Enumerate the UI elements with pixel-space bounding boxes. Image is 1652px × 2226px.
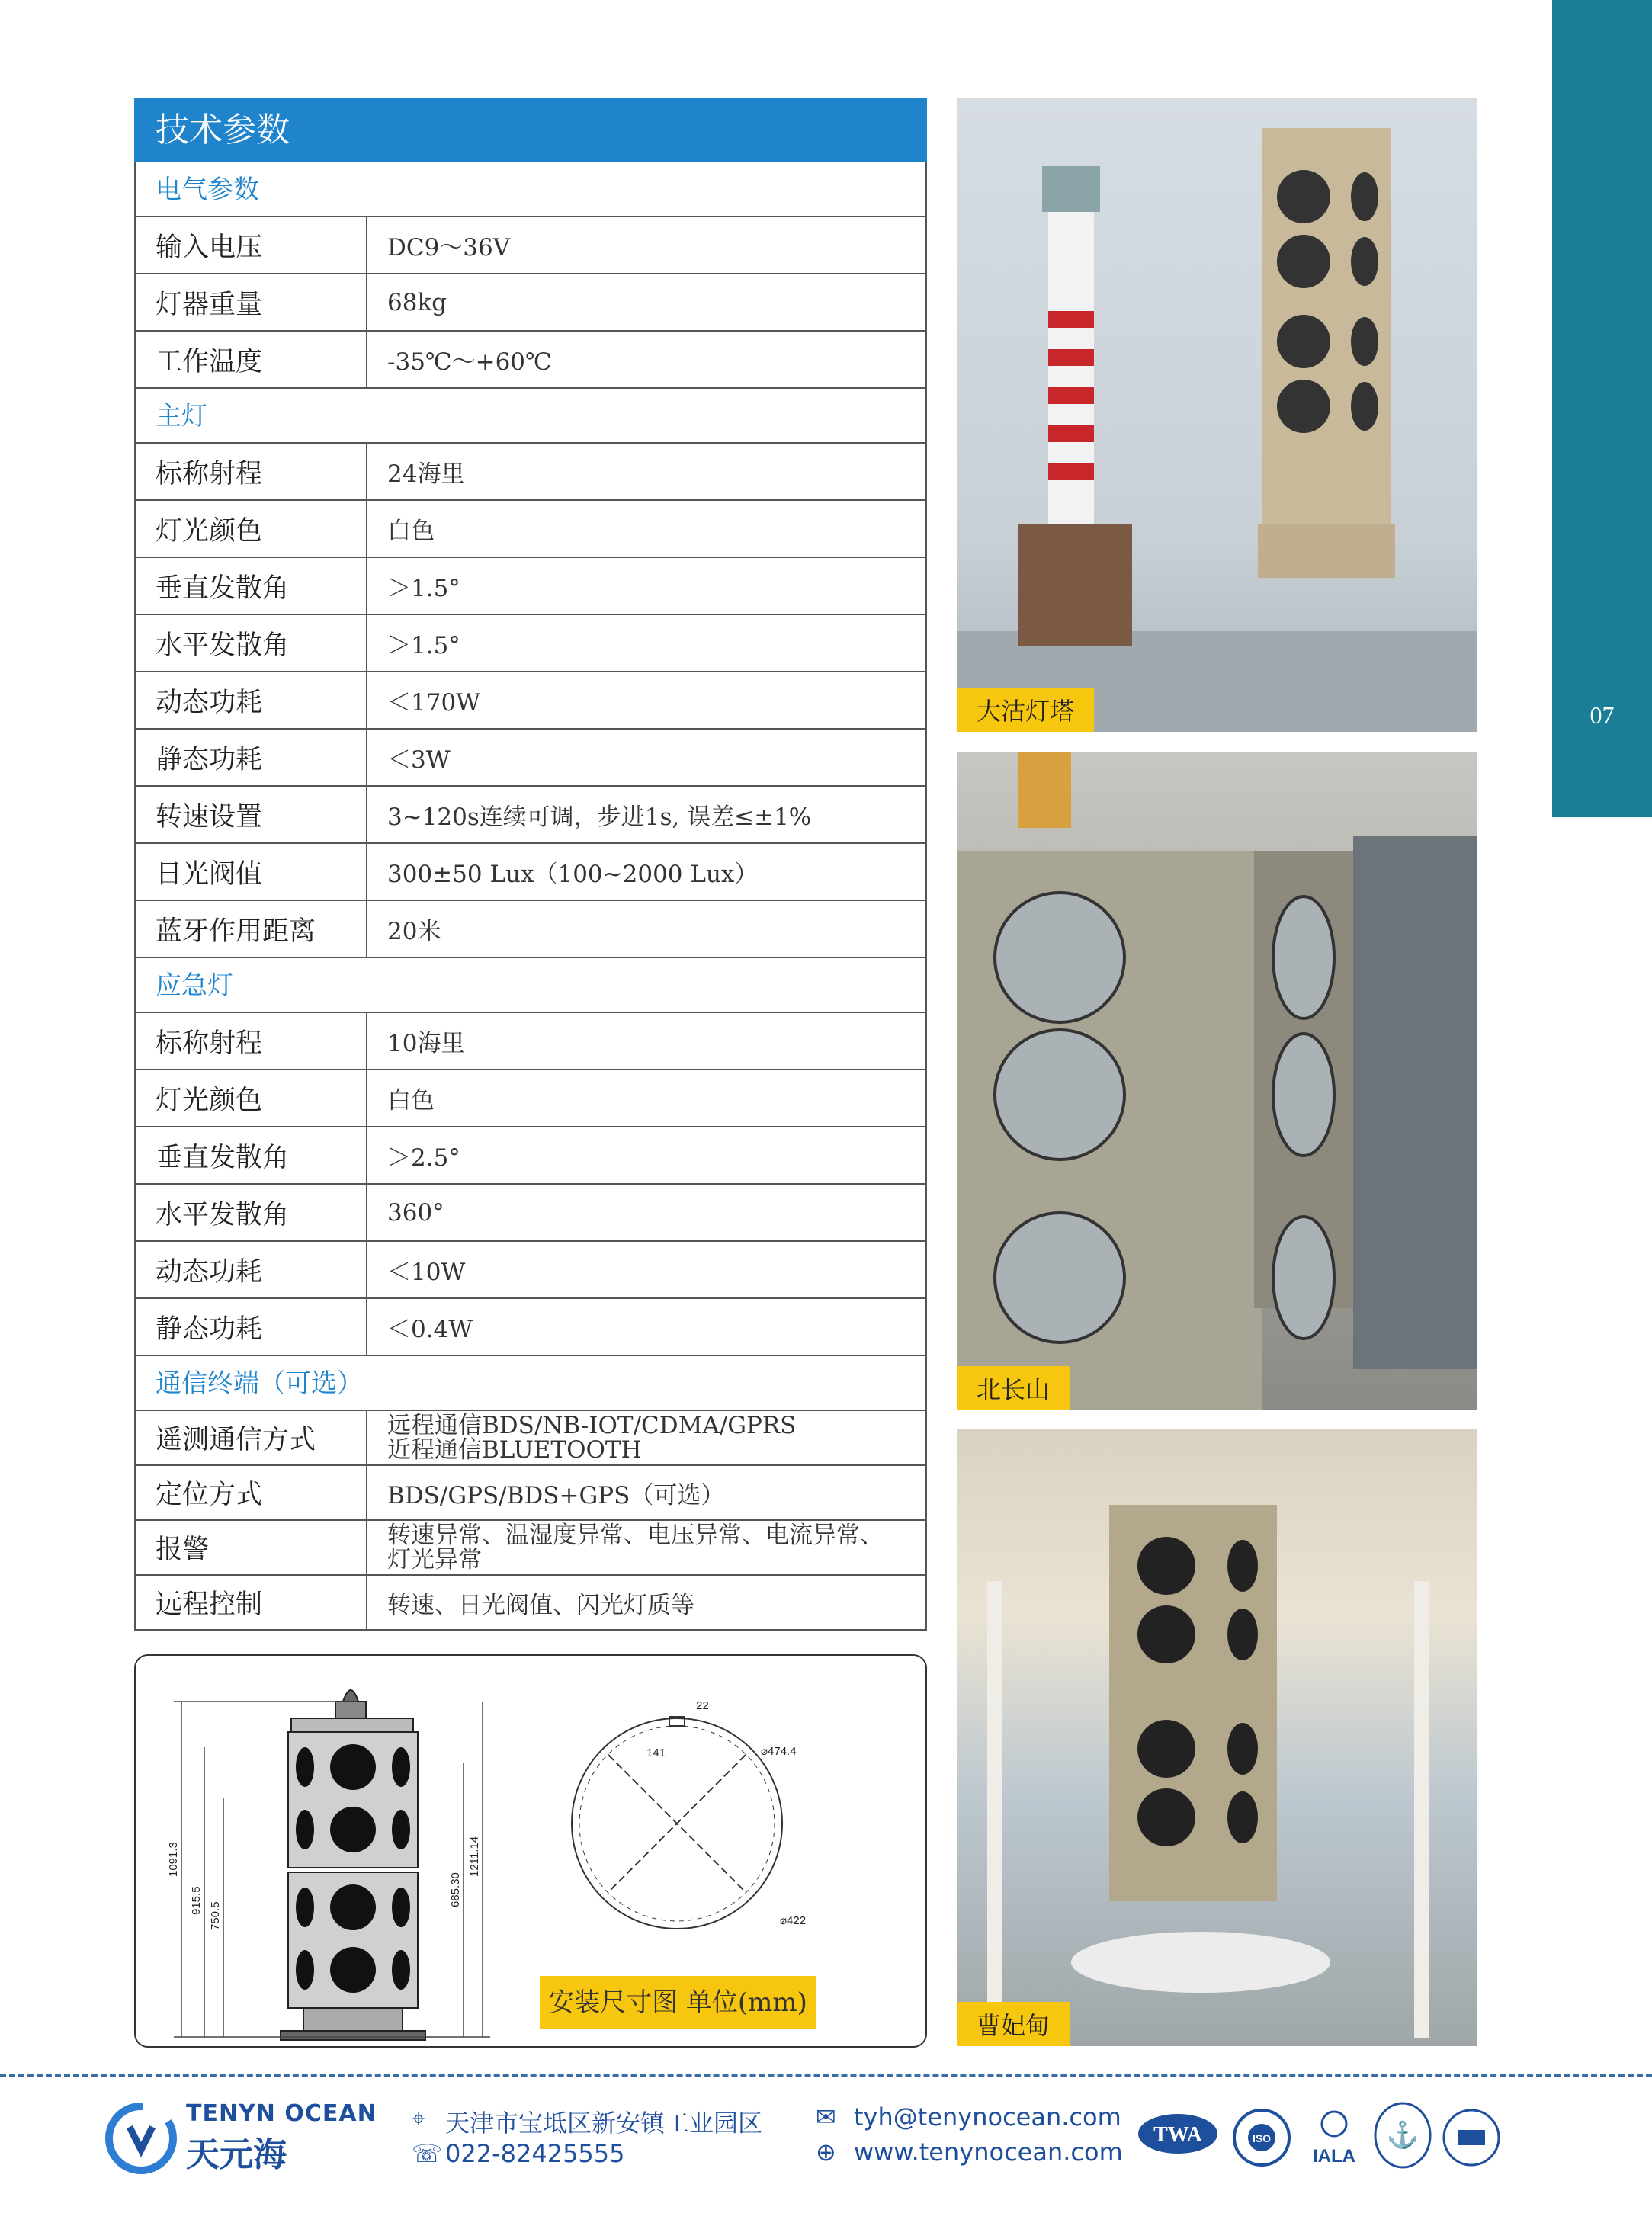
- location-icon: ⌖: [412, 2104, 426, 2133]
- dim-label: 1091.3: [167, 1842, 180, 1877]
- page-number: 07: [1589, 701, 1615, 729]
- table-row: [136, 901, 925, 958]
- dim-label: 750.5: [209, 1901, 222, 1930]
- dimension-caption: 安装尺寸图 单位(mm): [540, 1976, 816, 2029]
- association-seal-icon: [1441, 2107, 1502, 2168]
- dim-label: 685.30: [449, 1872, 462, 1907]
- table-row: [136, 787, 925, 844]
- param-value: 360°: [387, 1198, 444, 1227]
- photo-beichangshan: [957, 752, 1477, 1410]
- dim-label: 22: [696, 1699, 709, 1712]
- dimension-drawing: [134, 1654, 927, 2048]
- svg-text:IALA: IALA: [1313, 2146, 1355, 2167]
- param-value: 20米: [387, 918, 441, 945]
- param-name: 工作温度: [136, 332, 367, 387]
- table-row: [136, 1127, 925, 1185]
- param-name: 日光阀值: [136, 844, 367, 900]
- param-name: 蓝牙作用距离: [136, 901, 367, 957]
- website-link[interactable]: www.tenynocean.com: [854, 2138, 1123, 2167]
- phone-icon: ☏: [412, 2139, 443, 2168]
- spec-table: [134, 98, 927, 1631]
- phone-text: 022-82425555: [445, 2139, 625, 2168]
- param-name: 转速设置: [136, 787, 367, 842]
- twa-cert-logo: [1136, 2107, 1220, 2160]
- param-value: ＞1.5°: [387, 632, 460, 659]
- table-row: [136, 615, 925, 672]
- table-row: [136, 1242, 925, 1299]
- param-value: 24海里: [387, 460, 465, 488]
- table-row: [136, 558, 925, 615]
- footer: [0, 2089, 1652, 2226]
- table-row: [136, 730, 925, 787]
- table-row: [136, 1013, 925, 1070]
- table-row: [136, 501, 925, 558]
- lantern-closeup: [957, 752, 1477, 1410]
- address-text: 天津市宝坻区新安镇工业园区: [445, 2109, 763, 2138]
- param-name: 静态功耗: [136, 1299, 367, 1355]
- param-name: 标称射程: [136, 444, 367, 499]
- param-value: 3~120s连续可调，步进1s, 误差≤±1%: [387, 803, 812, 831]
- param-name: 灯光颜色: [136, 1070, 367, 1126]
- svg-text:ISO: ISO: [1252, 2132, 1272, 2144]
- param-name: 水平发散角: [136, 615, 367, 671]
- param-name: 输入电压: [136, 217, 367, 273]
- photo-caption: 北长山: [957, 1366, 1070, 1410]
- side-tab: [1552, 0, 1652, 817]
- table-row: [136, 274, 925, 332]
- section-header: 通信终端（可选）: [136, 1356, 925, 1411]
- table-row: [136, 444, 925, 501]
- anchor-emblem-icon: [1372, 2101, 1433, 2170]
- svg-text:TWA: TWA: [1153, 2123, 1202, 2147]
- param-value: 68kg: [387, 288, 447, 316]
- param-value: 10海里: [387, 1030, 465, 1057]
- param-value: 白色: [387, 518, 435, 545]
- param-name: 报警: [136, 1521, 367, 1574]
- brand-name-cn: 天元海: [186, 2135, 287, 2174]
- dim-label: 915.5: [190, 1886, 203, 1915]
- param-value: BDS/GPS/BDS+GPS（可选）: [387, 1481, 725, 1509]
- value-line: 灯光异常: [387, 1546, 482, 1573]
- table-row: [136, 1521, 925, 1576]
- param-name: 动态功耗: [136, 672, 367, 728]
- brand-name-en: TENYN OCEAN: [186, 2100, 377, 2127]
- photo-caofeidian: [957, 1429, 1477, 2046]
- table-row: [136, 1070, 925, 1127]
- value-line: 近程通信BLUETOOTH: [387, 1436, 642, 1464]
- footer-divider: [0, 2074, 1652, 2077]
- photo-lighthouse: [957, 98, 1477, 732]
- top-view: [572, 1717, 782, 1929]
- email-link[interactable]: tyh@tenynocean.com: [854, 2103, 1121, 2131]
- section-header: 应急灯: [136, 958, 925, 1013]
- param-name: 遥测通信方式: [136, 1411, 367, 1464]
- dim-label: ⌀422: [780, 1914, 807, 1927]
- table-row: [136, 1466, 925, 1521]
- company-logo-icon: [99, 2096, 183, 2180]
- table-row: [136, 1576, 925, 1631]
- globe-icon: ⊕: [816, 2138, 836, 2167]
- param-value: 300±50 Lux（100~2000 Lux）: [387, 861, 759, 888]
- lantern-in-gallery: [957, 1429, 1477, 2046]
- param-name: 定位方式: [136, 1466, 367, 1519]
- param-value: [367, 1521, 925, 1574]
- param-value: 白色: [387, 1087, 435, 1115]
- table-row: [136, 217, 925, 274]
- table-row: [136, 672, 925, 730]
- param-value: ＜3W: [387, 746, 451, 774]
- spec-grid: [134, 162, 927, 1631]
- param-value: ＞1.5°: [387, 575, 460, 602]
- section-header: 主灯: [136, 389, 925, 444]
- param-name: 垂直发散角: [136, 558, 367, 614]
- param-name: 水平发散角: [136, 1185, 367, 1240]
- photo-caption: 曹妃甸: [957, 2002, 1070, 2046]
- photo-caption: 大沽灯塔: [957, 688, 1094, 732]
- param-name: 静态功耗: [136, 730, 367, 785]
- param-name: 远程控制: [136, 1576, 367, 1629]
- lighthouse-illustration: [957, 98, 1477, 732]
- table-row: [136, 1185, 925, 1242]
- param-value: ＞2.5°: [387, 1144, 460, 1172]
- svg-text:⚓: ⚓: [1386, 2120, 1419, 2151]
- param-name: 动态功耗: [136, 1242, 367, 1297]
- spec-title: 技术参数: [134, 98, 927, 162]
- dim-label: ⌀474.4: [761, 1745, 797, 1758]
- table-row: [136, 1411, 925, 1466]
- param-value: ＜0.4W: [387, 1316, 473, 1343]
- param-name: 标称射程: [136, 1013, 367, 1069]
- param-value: 转速、日光阀值、闪光灯质等: [387, 1591, 694, 1619]
- mail-icon: ✉: [816, 2103, 836, 2131]
- table-row: [136, 844, 925, 901]
- dim-label: 1211.14: [468, 1836, 481, 1877]
- param-value: DC9～36V: [387, 234, 511, 261]
- param-value: -35℃～+60℃: [387, 348, 552, 376]
- param-name: 垂直发散角: [136, 1127, 367, 1183]
- section-header: 电气参数: [136, 162, 925, 217]
- value-line: 转速异常、温湿度异常、电压异常、电流异常、: [387, 1522, 884, 1549]
- table-row: [136, 332, 925, 389]
- param-value: ＜10W: [387, 1259, 466, 1286]
- param-value: ＜170W: [387, 689, 481, 717]
- param-name: 灯器重量: [136, 274, 367, 330]
- iala-logo: [1300, 2107, 1368, 2168]
- iso-cert-logo: [1231, 2107, 1292, 2168]
- param-name: 灯光颜色: [136, 501, 367, 556]
- table-row: [136, 1299, 925, 1356]
- param-value: [367, 1411, 925, 1464]
- value-line: 远程通信BDS/NB-IOT/CDMA/GPRS: [387, 1412, 797, 1439]
- dim-label: 141: [646, 1746, 666, 1759]
